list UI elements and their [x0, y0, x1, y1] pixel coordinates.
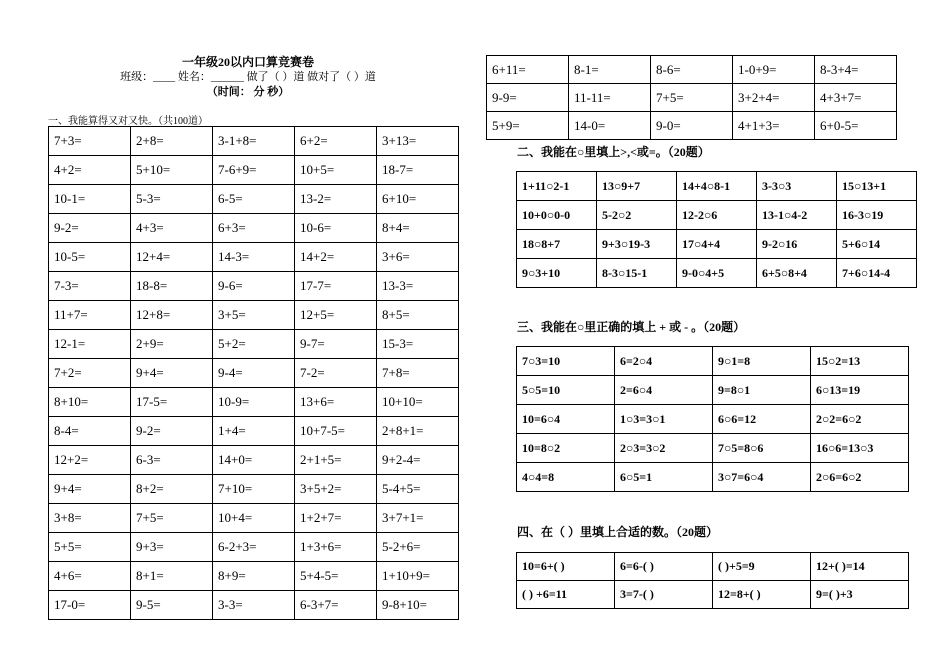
problem-cell: 1+3+6= [295, 533, 377, 562]
problem-cell: 6○13=19 [811, 376, 909, 405]
problem-cell: 8-6= [651, 56, 733, 84]
table-row [49, 475, 459, 504]
section1-table [48, 126, 459, 620]
table-row [49, 272, 459, 301]
problem-cell: 14+0= [213, 446, 295, 475]
problem-cell: 7+10= [213, 475, 295, 504]
section1-continued-body [487, 56, 897, 140]
problem-cell: 9-9= [487, 84, 569, 112]
table-row [517, 553, 909, 581]
problem-cell: 7-6+9= [213, 156, 295, 185]
problem-cell: 4○4=8 [517, 463, 615, 492]
problem-cell: 5+5= [49, 533, 131, 562]
problem-cell: 9+4= [131, 359, 213, 388]
problem-cell: 1+10+9= [377, 562, 459, 591]
problem-cell: 7+2= [49, 359, 131, 388]
section3-table [516, 346, 909, 492]
problem-cell: 18-8= [131, 272, 213, 301]
problem-cell: 6-3= [131, 446, 213, 475]
table-row [517, 405, 909, 434]
problem-cell: 10+10= [377, 388, 459, 417]
problem-cell: 10+5= [295, 156, 377, 185]
time-line: （时间： 分 秒） [206, 86, 290, 98]
problem-cell: 9-2○16 [757, 230, 837, 259]
section1-continued-table [486, 55, 897, 140]
table-row [487, 112, 897, 140]
problem-cell: 5○5=10 [517, 376, 615, 405]
problem-cell: 9-0= [651, 112, 733, 140]
problem-cell: 9-0○4+5 [677, 259, 757, 288]
problem-cell: 2+8= [131, 127, 213, 156]
table-row [49, 359, 459, 388]
table-row [517, 581, 909, 609]
problem-cell: 1+4= [213, 417, 295, 446]
problem-cell: 9-2= [49, 214, 131, 243]
table-row [517, 347, 909, 376]
problem-cell: 10=6○4 [517, 405, 615, 434]
problem-cell: 9=( )+3 [811, 581, 909, 609]
problem-cell: 10-5= [49, 243, 131, 272]
problem-cell: 9+2-4= [377, 446, 459, 475]
table-row [517, 230, 917, 259]
problem-cell: 5-2+6= [377, 533, 459, 562]
table-row [49, 243, 459, 272]
problem-cell: 7+6○14-4 [837, 259, 917, 288]
problem-cell: 18-7= [377, 156, 459, 185]
problem-cell: 12+4= [131, 243, 213, 272]
problem-cell: 5+10= [131, 156, 213, 185]
problem-cell: 6-2+3= [213, 533, 295, 562]
problem-cell: 5-2○2 [597, 201, 677, 230]
problem-cell: 6+5○8+4 [757, 259, 837, 288]
table-row [49, 446, 459, 475]
problem-cell: 4+3+7= [815, 84, 897, 112]
problem-cell: 6-3+7= [295, 591, 377, 620]
problem-cell: 6=2○4 [615, 347, 713, 376]
problem-cell: 17○4+4 [677, 230, 757, 259]
problem-cell: 2+8+1= [377, 417, 459, 446]
problem-cell: 9+3= [131, 533, 213, 562]
problem-cell: 10-9= [213, 388, 295, 417]
problem-cell: 8+4= [377, 214, 459, 243]
problem-cell: 6=6-( ) [615, 553, 713, 581]
problem-cell: 4+6= [49, 562, 131, 591]
table-row [49, 417, 459, 446]
problem-cell: 10-1= [49, 185, 131, 214]
problem-cell: 12+8= [131, 301, 213, 330]
problem-cell: 7○5=8○6 [713, 434, 811, 463]
table-row [49, 504, 459, 533]
problem-cell: 9○1=8 [713, 347, 811, 376]
problem-cell: 8+9= [213, 562, 295, 591]
problem-cell: 12+5= [295, 301, 377, 330]
problem-cell: 7-3= [49, 272, 131, 301]
problem-cell: 9=8○1 [713, 376, 811, 405]
problem-cell: 6-5= [213, 185, 295, 214]
problem-cell: 13○9+7 [597, 172, 677, 201]
problem-cell: 18○8+7 [517, 230, 597, 259]
problem-cell: 2○6=6○2 [811, 463, 909, 492]
problem-cell: 9○3+10 [517, 259, 597, 288]
table-row [49, 562, 459, 591]
section1-body [49, 127, 459, 620]
problem-cell: 17-0= [49, 591, 131, 620]
problem-cell: 9-6= [213, 272, 295, 301]
problem-cell: 7○3=10 [517, 347, 615, 376]
problem-cell: 2○2=6○2 [811, 405, 909, 434]
problem-cell: 6+2= [295, 127, 377, 156]
problem-cell: 9+3○19-3 [597, 230, 677, 259]
problem-cell: 4+1+3= [733, 112, 815, 140]
problem-cell: 2○3=3○2 [615, 434, 713, 463]
problem-cell: 5+6○14 [837, 230, 917, 259]
problem-cell: 8-3○15-1 [597, 259, 677, 288]
table-row [49, 330, 459, 359]
problem-cell: 5-4+5= [377, 475, 459, 504]
problem-cell: 14-3= [213, 243, 295, 272]
problem-cell: 4+2= [49, 156, 131, 185]
problem-cell: 16-3○19 [837, 201, 917, 230]
problem-cell: 5+9= [487, 112, 569, 140]
problem-cell: 12-2○6 [677, 201, 757, 230]
problem-cell: 5+2= [213, 330, 295, 359]
table-row [517, 172, 917, 201]
problem-cell: 3-1+8= [213, 127, 295, 156]
problem-cell: 6○6=12 [713, 405, 811, 434]
table-row [49, 185, 459, 214]
table-row [517, 463, 909, 492]
table-row [517, 376, 909, 405]
problem-cell: 8+2= [131, 475, 213, 504]
section3-body [517, 347, 909, 492]
problem-cell: 3+5= [213, 301, 295, 330]
problem-cell: 15○2=13 [811, 347, 909, 376]
problem-cell: 13-2= [295, 185, 377, 214]
problem-cell: 8+1= [131, 562, 213, 591]
problem-cell: 13-3= [377, 272, 459, 301]
problem-cell: 6+10= [377, 185, 459, 214]
table-row [49, 301, 459, 330]
section4-body [517, 553, 909, 609]
problem-cell: 2+1+5= [295, 446, 377, 475]
problem-cell: 13+6= [295, 388, 377, 417]
table-row [49, 214, 459, 243]
problem-cell: 3+5+2= [295, 475, 377, 504]
problem-cell: 10+4= [213, 504, 295, 533]
problem-cell: 9-8+10= [377, 591, 459, 620]
problem-cell: 6+11= [487, 56, 569, 84]
problem-cell: 8+5= [377, 301, 459, 330]
problem-cell: ( )+5=9 [713, 553, 811, 581]
problem-cell: 17-5= [131, 388, 213, 417]
problem-cell: 9-2= [131, 417, 213, 446]
problem-cell: 6+3= [213, 214, 295, 243]
table-row [487, 84, 897, 112]
problem-cell: 9+4= [49, 475, 131, 504]
problem-cell: 10-6= [295, 214, 377, 243]
problem-cell: 3-3○3 [757, 172, 837, 201]
table-row [49, 388, 459, 417]
problem-cell: 13-1○4-2 [757, 201, 837, 230]
problem-cell: 15-3= [377, 330, 459, 359]
problem-cell: 10=6+( ) [517, 553, 615, 581]
problem-cell: 3-3= [213, 591, 295, 620]
problem-cell: 7+3= [49, 127, 131, 156]
problem-cell: 16○6=13○3 [811, 434, 909, 463]
problem-cell: 12-1= [49, 330, 131, 359]
problem-cell: 3+13= [377, 127, 459, 156]
problem-cell: 4+3= [131, 214, 213, 243]
problem-cell: 12+( )=14 [811, 553, 909, 581]
problem-cell: 9-7= [295, 330, 377, 359]
problem-cell: 12=8+( ) [713, 581, 811, 609]
problem-cell: 1○3=3○1 [615, 405, 713, 434]
problem-cell: 7+8= [377, 359, 459, 388]
problem-cell: ( ) +6=11 [517, 581, 615, 609]
problem-cell: 9-5= [131, 591, 213, 620]
table-row [517, 259, 917, 288]
student-info-line: 班级：____ 姓名：______ 做了（ ）道 做对了（ ）道 [120, 71, 376, 83]
section3-heading: 三、我能在○里正确的填上 + 或 - 。（20题） [517, 320, 746, 334]
problem-cell: 1+2+7= [295, 504, 377, 533]
problem-cell: 14+2= [295, 243, 377, 272]
problem-cell: 10+7-5= [295, 417, 377, 446]
problem-cell: 3+2+4= [733, 84, 815, 112]
problem-cell: 3+8= [49, 504, 131, 533]
problem-cell: 17-7= [295, 272, 377, 301]
table-row [517, 434, 909, 463]
problem-cell: 3=7-( ) [615, 581, 713, 609]
problem-cell: 12+2= [49, 446, 131, 475]
problem-cell: 3○7=6○4 [713, 463, 811, 492]
table-row [49, 591, 459, 620]
table-row [49, 533, 459, 562]
table-row [517, 201, 917, 230]
problem-cell: 2=6○4 [615, 376, 713, 405]
problem-cell: 6+0-5= [815, 112, 897, 140]
section2-table [516, 171, 917, 288]
problem-cell: 8-1= [569, 56, 651, 84]
problem-cell: 14+4○8-1 [677, 172, 757, 201]
problem-cell: 10=8○2 [517, 434, 615, 463]
section4-heading: 四、在（ ）里填上合适的数。（20题） [517, 525, 719, 539]
table-row [487, 56, 897, 84]
problem-cell: 6○5=1 [615, 463, 713, 492]
problem-cell: 8-4= [49, 417, 131, 446]
section1-heading: 一、我能算得又对又快。（共100道） [48, 116, 208, 127]
section4-table [516, 552, 909, 609]
problem-cell: 1-0+9= [733, 56, 815, 84]
problem-cell: 3+6= [377, 243, 459, 272]
problem-cell: 3+7+1= [377, 504, 459, 533]
table-row [49, 127, 459, 156]
section2-heading: 二、我能在○里填上>,<或=。（20题） [517, 145, 710, 159]
problem-cell: 8+10= [49, 388, 131, 417]
section2-body [517, 172, 917, 288]
problem-cell: 8-3+4= [815, 56, 897, 84]
problem-cell: 7-2= [295, 359, 377, 388]
problem-cell: 5-3= [131, 185, 213, 214]
problem-cell: 11+7= [49, 301, 131, 330]
problem-cell: 2+9= [131, 330, 213, 359]
table-row [49, 156, 459, 185]
problem-cell: 9-4= [213, 359, 295, 388]
page-title: 一年级20以内口算竞赛卷 [181, 55, 314, 69]
problem-cell: 7+5= [651, 84, 733, 112]
problem-cell: 10+0○0-0 [517, 201, 597, 230]
problem-cell: 1+11○2-1 [517, 172, 597, 201]
problem-cell: 5+4-5= [295, 562, 377, 591]
problem-cell: 11-11= [569, 84, 651, 112]
problem-cell: 7+5= [131, 504, 213, 533]
problem-cell: 14-0= [569, 112, 651, 140]
problem-cell: 15○13+1 [837, 172, 917, 201]
